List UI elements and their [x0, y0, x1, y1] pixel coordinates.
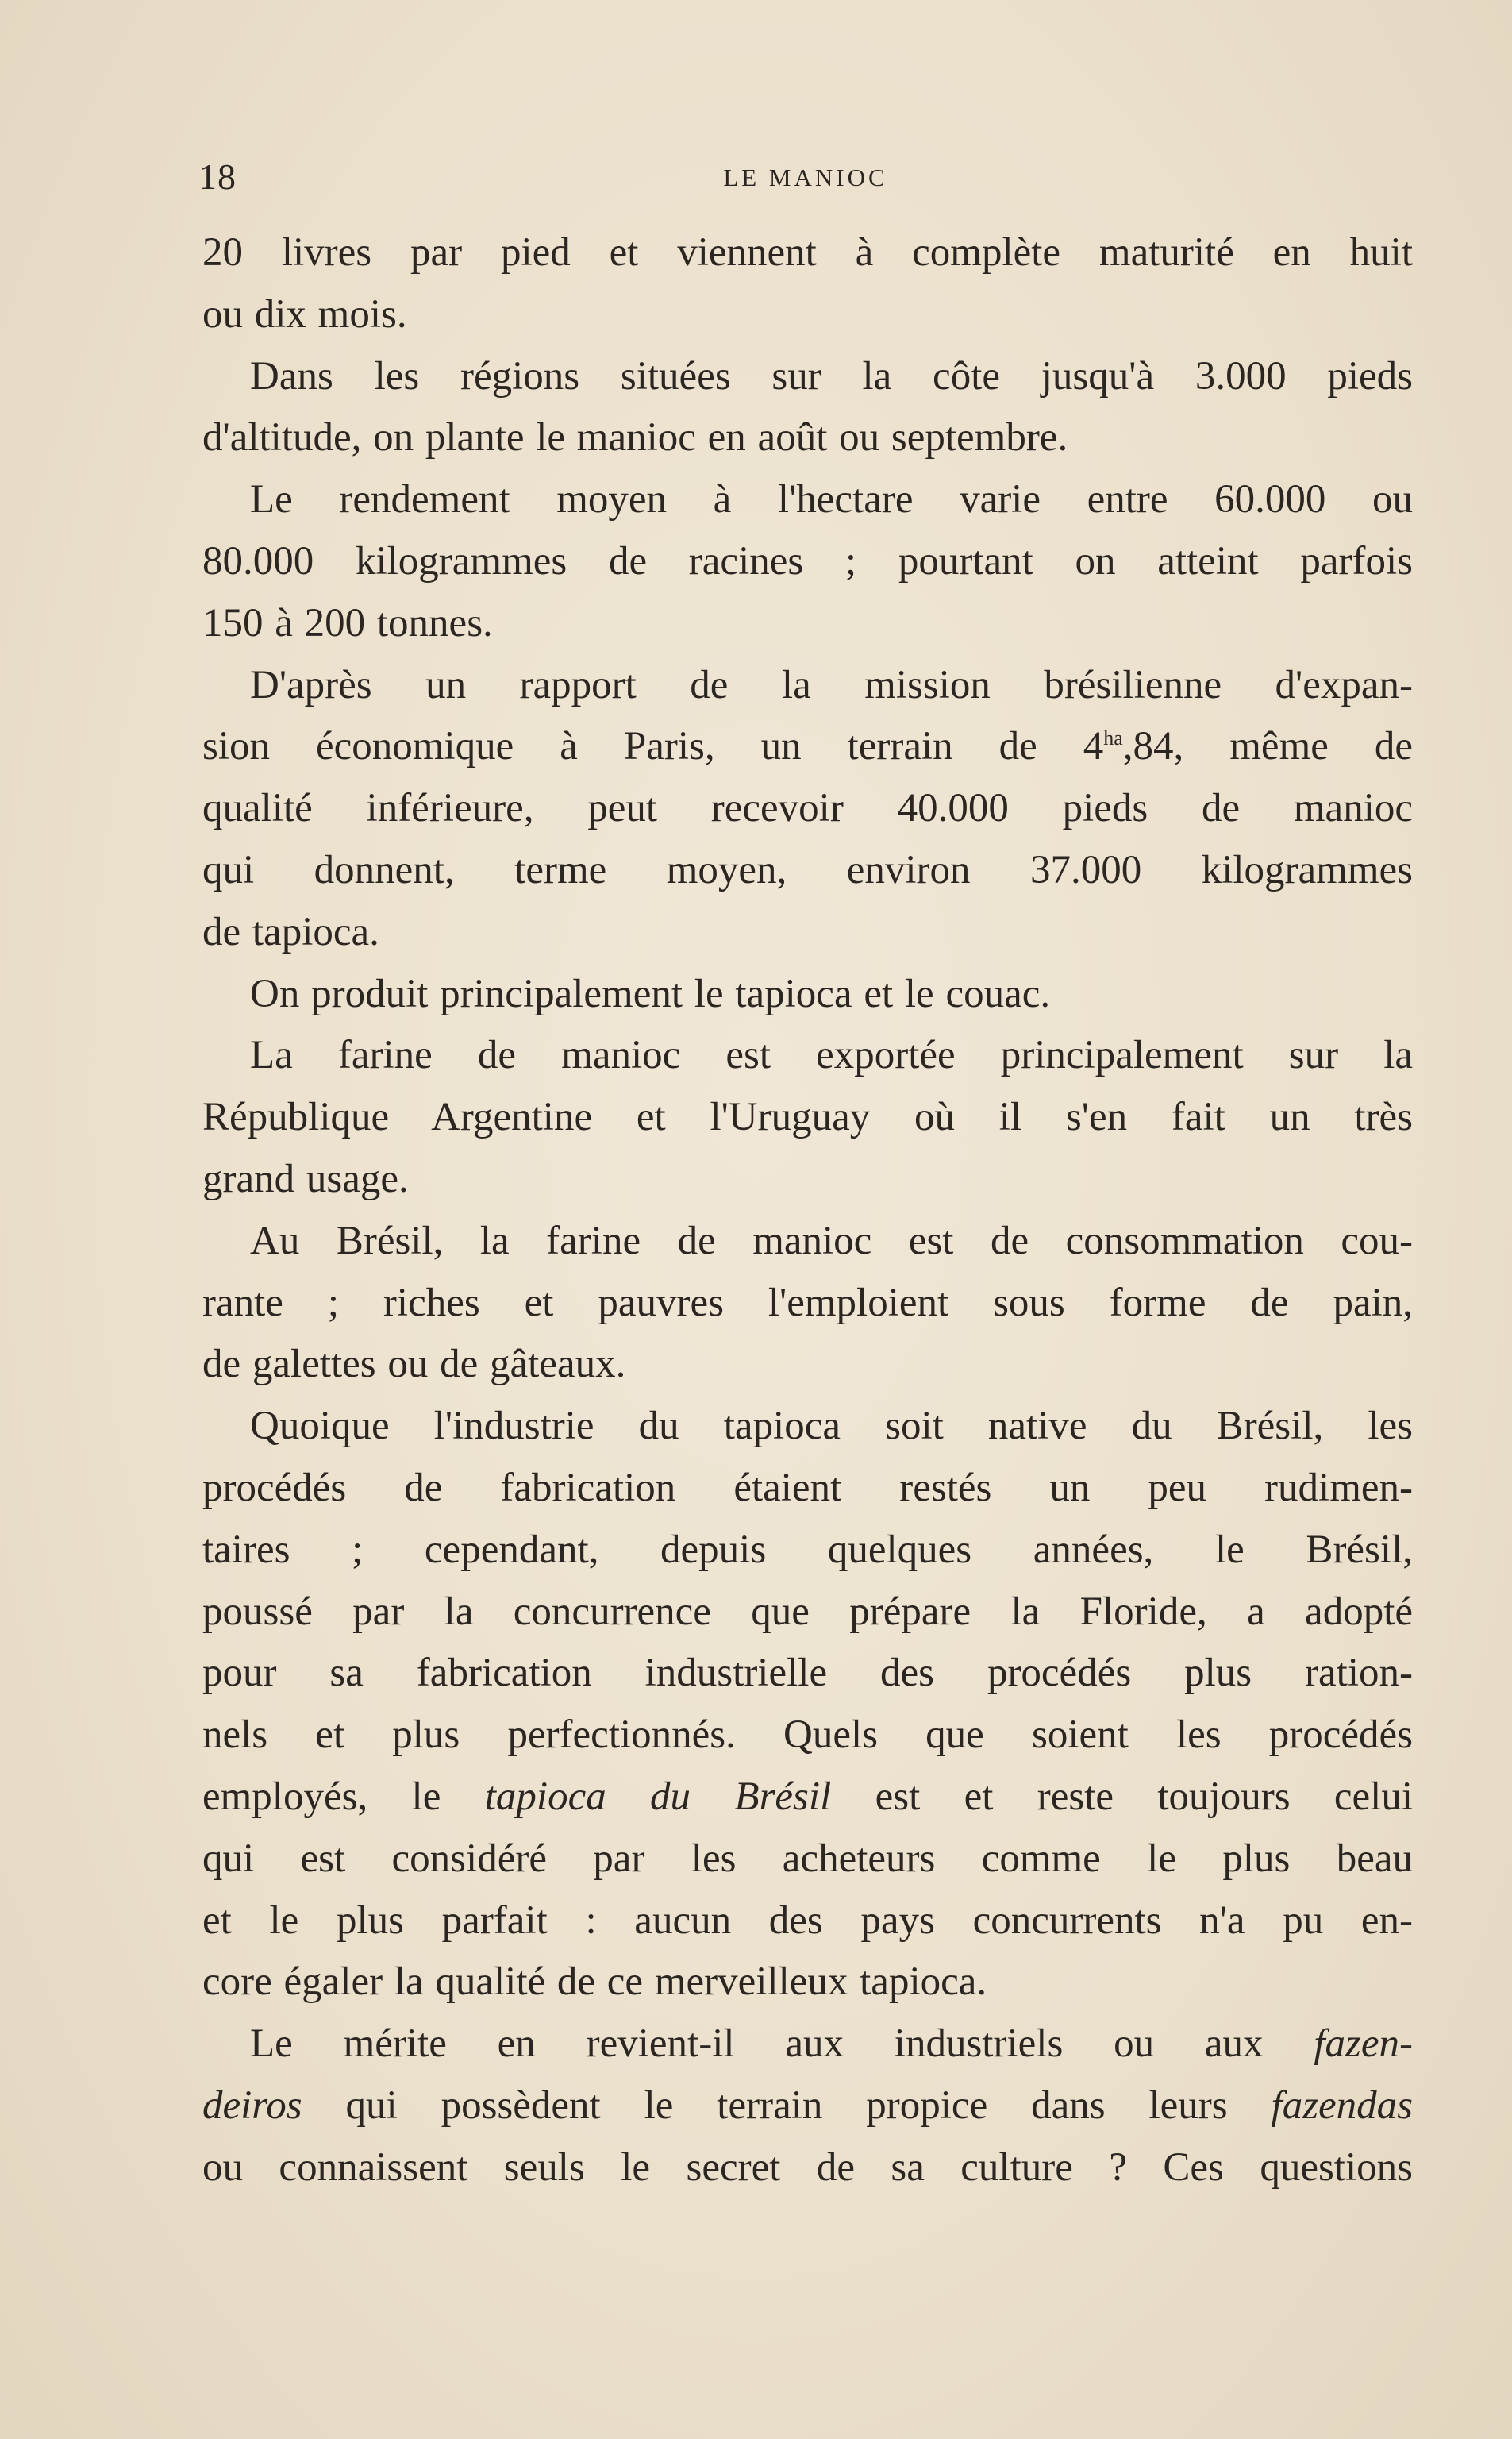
italic-term: fazendas: [1271, 2083, 1414, 2128]
text-line: core égaler la qualité de ce merveilleux tapioca.: [202, 1959, 987, 2005]
text-line: [202, 716, 1413, 778]
text-line: ou connaissent seuls le secret de sa culture ? Ces questions: [202, 2144, 1413, 2190]
text-fragment: qui possèdent le terrain propice dans leurs: [345, 2083, 1228, 2128]
text-line: Le rendement moyen à l'hectare varie entre 60.000 ou: [250, 477, 1413, 522]
text-line: Au Brésil, la farine de manioc est de consommation cou-: [250, 1218, 1413, 1263]
text-fragment: sion économique à Paris, un terrain de 4: [202, 724, 1104, 769]
hectare-superscript: ha: [1103, 726, 1123, 750]
text-line: ou dix mois.: [202, 291, 407, 337]
text-line: qui est considéré par les acheteurs comme le plus beau: [202, 1836, 1413, 1881]
text-line: République Argentine et l'Uruguay où il s'en fait un très: [202, 1095, 1413, 1140]
text-line: grand usage.: [202, 1156, 409, 1201]
text-line: [202, 2075, 1413, 2137]
text-fragment: Le mérite en revient-il aux industriels ou aux: [250, 2021, 1264, 2067]
text-line: 150 à 200 tonnes.: [202, 600, 493, 645]
text-line: D'après un rapport de la mission brésilienne d'expan-: [250, 662, 1413, 707]
italic-term: fazen-: [1314, 2021, 1413, 2067]
text-fragment: employés, le: [202, 1774, 441, 1819]
page-header: [198, 156, 1413, 203]
text-line: On produit principalement le tapioca et le couac.: [250, 971, 1051, 1016]
text-fragment: ,84, même de: [1122, 724, 1413, 769]
text-line: d'altitude, on plante le manioc en août ou septembre.: [202, 415, 1068, 460]
italic-term: tapioca du Brésil: [484, 1774, 832, 1819]
text-line: qualité inférieure, peut recevoir 40.000 pieds de manioc: [202, 786, 1413, 831]
text-line: 80.000 kilogrammes de racines ; pourtant on atteint parfois: [202, 538, 1413, 584]
text-line: de tapioca.: [202, 909, 379, 954]
text-line: et le plus parfait : aucun des pays concurrents n'a pu en-: [202, 1898, 1413, 1943]
text-line: nels et plus perfectionnés. Quels que soient les procédés: [202, 1713, 1413, 1758]
text-line: poussé par la concurrence que prépare la Floride, a adopté: [202, 1589, 1413, 1634]
text-line: 20 livres par pied et viennent à complète maturité en huit: [202, 230, 1413, 275]
text-line: rante ; riches et pauvres l'emploient sous forme de pain,: [202, 1280, 1413, 1325]
text-line: qui donnent, terme moyen, environ 37.000 kilogrammes: [202, 847, 1413, 892]
text-line: [202, 1767, 1413, 1828]
text-line: Dans les régions situées sur la côte jusqu'à 3.000 pieds: [250, 353, 1413, 399]
text-line: taires ; cependant, depuis quelques années, le Brésil,: [202, 1527, 1413, 1572]
text-line: Quoique l'industrie du tapioca soit native du Brésil, les: [250, 1404, 1413, 1449]
text-line: [202, 2013, 1413, 2075]
body-text: [202, 222, 1413, 2199]
text-line: pour sa fabrication industrielle des procédés plus ration-: [202, 1651, 1413, 1696]
text-fragment: est et reste toujours celui: [875, 1774, 1414, 1819]
text-line: procédés de fabrication étaient restés un peu rudimen-: [202, 1465, 1413, 1510]
page-number: 18: [198, 156, 237, 197]
italic-term: deiros: [202, 2083, 302, 2128]
text-line: de galettes ou de gâteaux.: [202, 1342, 626, 1387]
running-head: LE MANIOC: [723, 164, 888, 191]
text-line: La farine de manioc est exportée principalement sur la: [250, 1033, 1413, 1078]
